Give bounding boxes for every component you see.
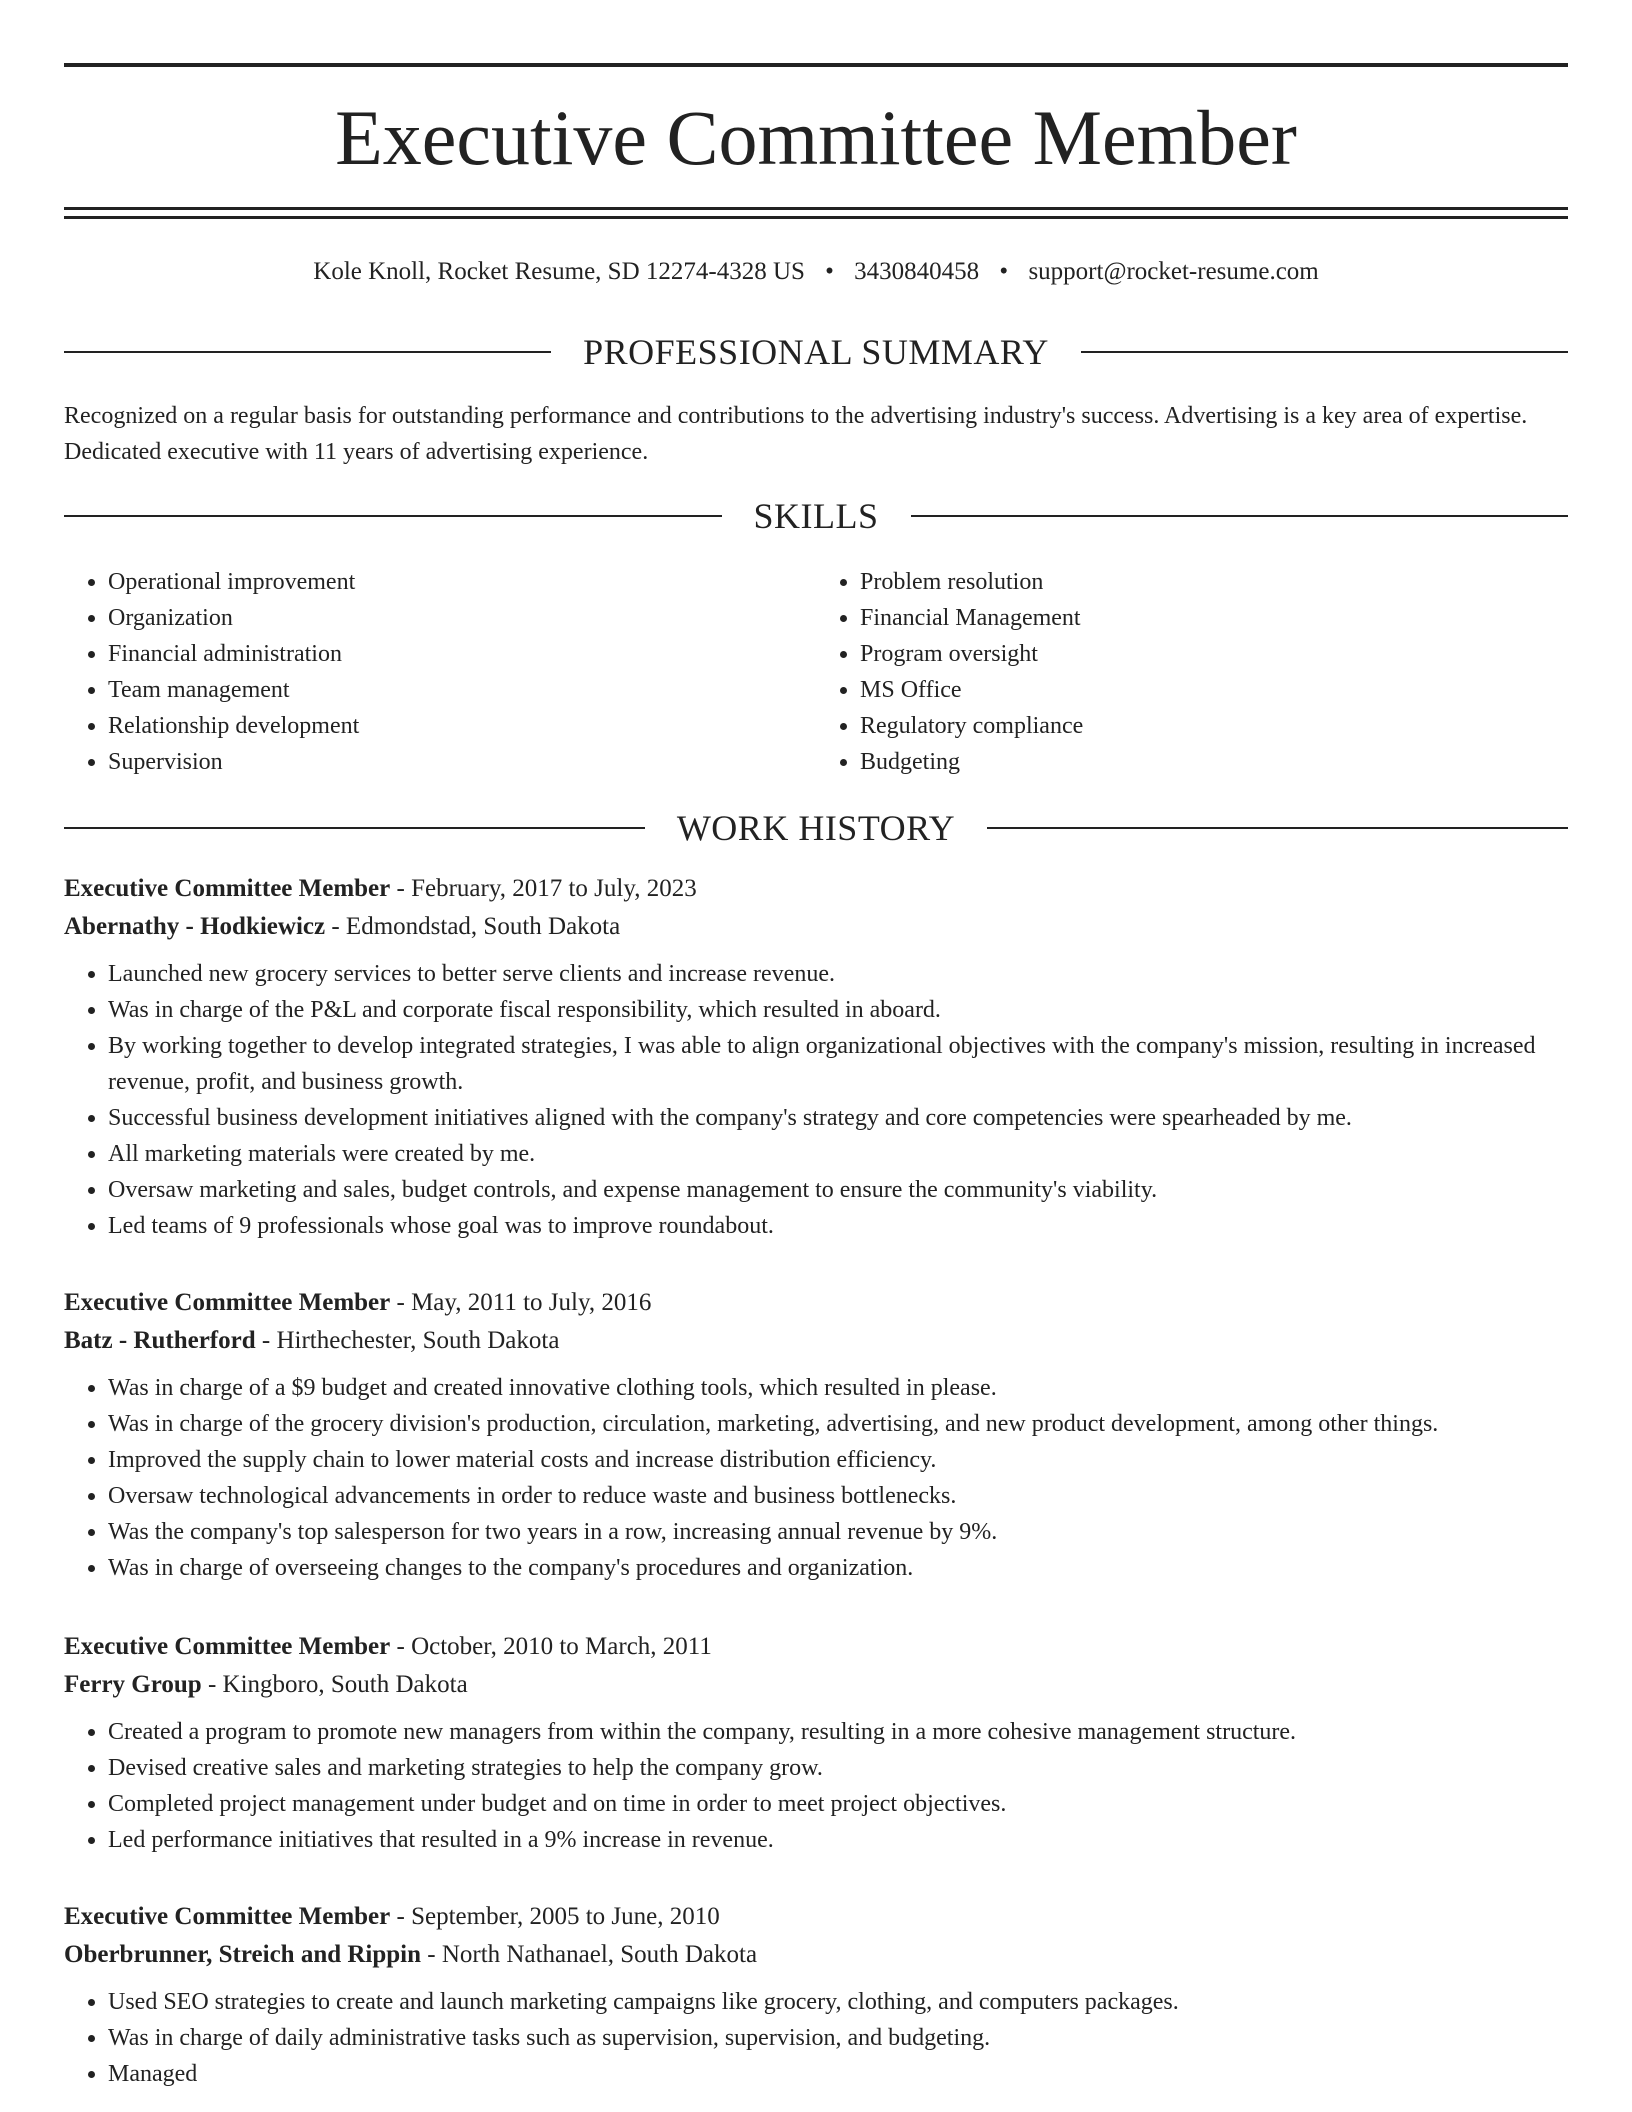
section-title-skills: SKILLS (753, 496, 879, 536)
job-bullet: • Led teams of 9 professionals whose goal was to improve roundabout. (108, 1208, 1568, 1244)
section-header-skills (64, 494, 1568, 538)
section-title-summary: PROFESSIONAL SUMMARY (583, 332, 1049, 372)
section-rule-left (64, 515, 722, 517)
job-dates: - October, 2010 to March, 2011 (390, 1633, 712, 1660)
section-title-work: WORK HISTORY (676, 808, 956, 848)
job-company-line (64, 1322, 1568, 1360)
job-bullet: • Was in charge of daily administrative tasks such as supervision, supervision, and budgeting. (108, 2020, 1568, 2056)
skill-item: • Operational improvement (108, 564, 816, 600)
job-bullet: • Improved the supply chain to lower material costs and increase distribution efficiency. (108, 1442, 1568, 1478)
job-title: Executive Committee Member (64, 1289, 391, 1316)
job-company-line (64, 1936, 1568, 1974)
skill-item: • Relationship development (108, 708, 816, 744)
skills-list-right (816, 564, 1568, 780)
job-bullet: • Successful business development initiatives aligned with the company's strategy and core competencies were spearheaded by me. (108, 1100, 1568, 1136)
job-bullet: • Oversaw technological advancements in order to reduce waste and business bottlenecks. (108, 1478, 1568, 1514)
skill-item: • Team management (108, 672, 816, 708)
job-bullet: • Was the company's top salesperson for two years in a row, increasing annual revenue by 9%. (108, 1514, 1568, 1550)
job-bullets (64, 956, 1568, 1244)
job-dates: - May, 2011 to July, 2016 (390, 1289, 652, 1316)
contact-separator: • (999, 258, 1009, 285)
contact-phone: 3430840458 (854, 258, 980, 285)
job-title: Executive Committee Member (64, 875, 391, 902)
skill-item: • Program oversight (860, 636, 1568, 672)
job-location: - Hirthechester, South Dakota (255, 1327, 560, 1354)
section-rule-right (987, 827, 1568, 829)
skill-item: • Financial Management (860, 600, 1568, 636)
job-bullets (64, 1370, 1568, 1586)
job-bullet: • Used SEO strategies to create and launch marketing campaigns like grocery, clothing, and computers packages. (108, 1984, 1568, 2020)
job-location: - Kingboro, South Dakota (201, 1671, 468, 1698)
section-header-work (64, 806, 1568, 850)
skills-list-left (64, 564, 816, 780)
title-rule-upper (64, 207, 1568, 210)
skill-item: • MS Office (860, 672, 1568, 708)
job-dates: - February, 2017 to July, 2023 (390, 875, 697, 902)
section-rule-left (64, 351, 551, 353)
job-title: Executive Committee Member (64, 1903, 391, 1930)
job-bullet: • Devised creative sales and marketing strategies to help the company grow. (108, 1750, 1568, 1786)
skill-item: • Supervision (108, 744, 816, 780)
job-entry (64, 1898, 1568, 2092)
job-bullet: • Was in charge of the P&L and corporate fiscal responsibility, which resulted in aboard. (108, 992, 1568, 1028)
section-rule-right (1081, 351, 1568, 353)
section-rule-right (911, 515, 1569, 517)
job-bullet: • Managed (108, 2056, 1568, 2092)
job-bullet: • Launched new grocery services to better serve clients and increase revenue. (108, 956, 1568, 992)
job-bullet: • By working together to develop integrated strategies, I was able to align organizational objectives with the company's mission, resulting in increased revenue, profit, and business growth. (108, 1028, 1568, 1100)
contact-line (64, 254, 1568, 290)
top-rule (64, 63, 1568, 67)
job-bullet: • Was in charge of the grocery division's production, circulation, marketing, advertising, and new product development, among other things. (108, 1406, 1568, 1442)
job-company: Batz - Rutherford (64, 1327, 256, 1354)
job-entry (64, 870, 1568, 1244)
job-bullet: • Oversaw marketing and sales, budget controls, and expense management to ensure the community's viability. (108, 1172, 1568, 1208)
job-company-line (64, 908, 1568, 946)
job-bullet: • All marketing materials were created by me. (108, 1136, 1568, 1172)
contact-separator: • (825, 258, 834, 285)
professional-summary-text: Recognized on a regular basis for outstanding performance and contributions to the advertising industry's success. Advertising is a key area of expertise. Dedicated executive with 11 years of advertising experience. (64, 403, 1528, 465)
job-company: Oberbrunner, Streich and Rippin (64, 1941, 422, 1968)
job-entry (64, 1628, 1568, 1858)
job-dates: - September, 2005 to June, 2010 (390, 1903, 720, 1930)
job-company: Ferry Group (64, 1671, 202, 1698)
skills-columns (64, 564, 1568, 780)
skill-item: • Budgeting (860, 744, 1568, 780)
job-bullet: • Led performance initiatives that resulted in a 9% increase in revenue. (108, 1822, 1568, 1858)
job-company: Abernathy - Hodkiewicz (64, 913, 326, 940)
job-title: Executive Committee Member (64, 1633, 391, 1660)
job-company-line (64, 1666, 1568, 1704)
job-location: - North Nathanael, South Dakota (421, 1941, 758, 1968)
job-bullet: • Was in charge of overseeing changes to the company's procedures and organization. (108, 1550, 1568, 1586)
job-title-line (64, 1284, 1568, 1322)
job-entry (64, 1284, 1568, 1586)
page-title: Executive Committee Member (335, 94, 1297, 181)
job-bullet: • Created a program to promote new managers from within the company, resulting in a more cohesive management structure. (108, 1714, 1568, 1750)
skill-item: • Regulatory compliance (860, 708, 1568, 744)
job-title-line (64, 870, 1568, 908)
skill-item: • Financial administration (108, 636, 816, 672)
job-bullets (64, 1984, 1568, 2092)
job-title-line (64, 1628, 1568, 1666)
skill-item: • Problem resolution (860, 564, 1568, 600)
job-bullet: • Completed project management under budget and on time in order to meet project objectives. (108, 1786, 1568, 1822)
job-location: - Edmondstad, South Dakota (325, 913, 621, 940)
section-header-summary (64, 330, 1568, 374)
section-rule-left (64, 827, 645, 829)
contact-email: support@rocket-resume.com (1028, 258, 1319, 285)
title-rule-lower (64, 216, 1568, 219)
contact-address: Kole Knoll, Rocket Resume, SD 12274-4328 US (313, 258, 805, 285)
job-bullet: • Was in charge of a $9 budget and created innovative clothing tools, which resulted in please. (108, 1370, 1568, 1406)
job-title-line (64, 1898, 1568, 1936)
skill-item: • Organization (108, 600, 816, 636)
job-bullets (64, 1714, 1568, 1858)
